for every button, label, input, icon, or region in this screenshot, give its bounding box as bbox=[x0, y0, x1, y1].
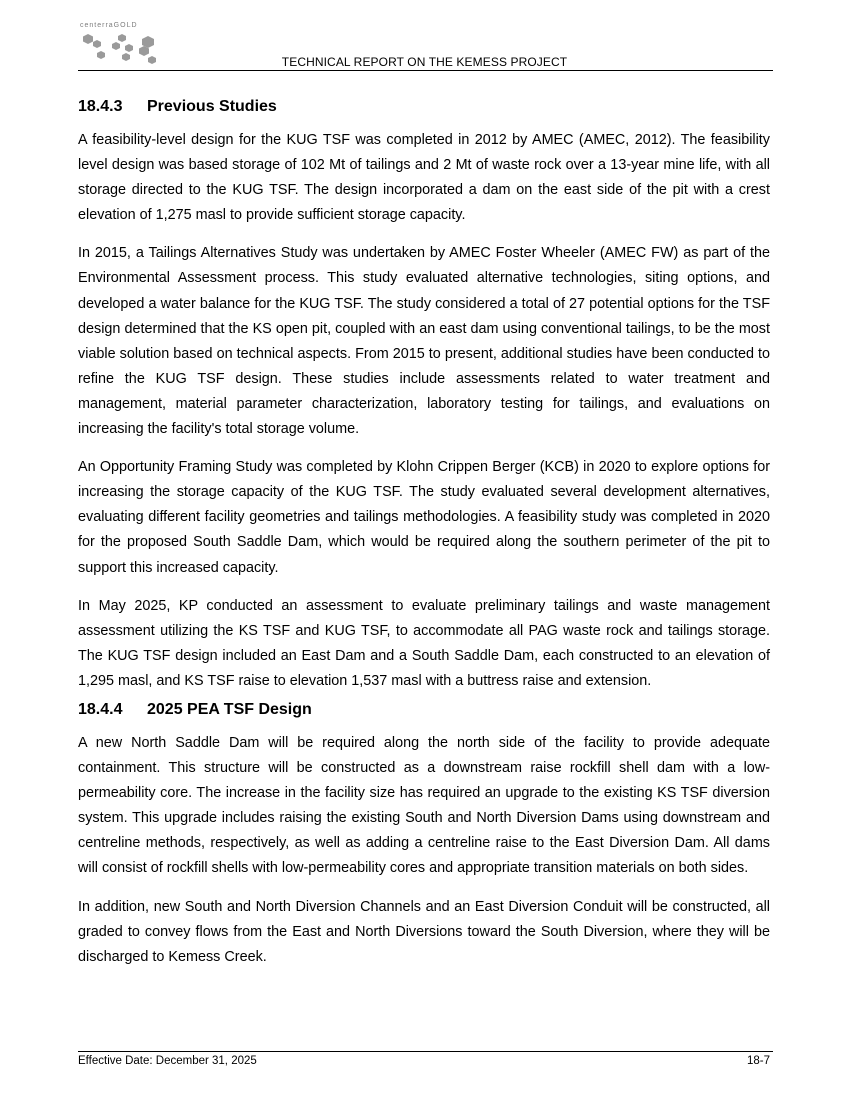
section-heading bbox=[78, 699, 770, 721]
report-header-title: TECHNICAL REPORT ON THE KEMESS PROJECT bbox=[281, 55, 568, 69]
section-heading bbox=[78, 96, 770, 118]
paragraph: An Opportunity Framing Study was completed by Klohn Crippen Berger (KCB) in 2020 to explore options for increasing the storage capacity of the KUG TSF. The study evaluated several development alternatives, evaluating different facility geometries and tailings methodologies. A feasibility study was completed in 2020 for the proposed South Saddle Dam, which would be required along the southern perimeter of the pit to support this increased capacity. bbox=[78, 459, 770, 576]
effective-date: Effective Date: December 31, 2025 bbox=[78, 1055, 257, 1067]
section-number: 18.4.4 bbox=[78, 700, 123, 718]
page-number: 18-7 bbox=[746, 1055, 770, 1067]
logo-wordmark: centerraGOLD bbox=[80, 22, 138, 29]
section-number: 18.4.3 bbox=[78, 98, 123, 115]
section-title: Previous Studies bbox=[147, 98, 277, 115]
page-content bbox=[78, 96, 770, 970]
footer-divider bbox=[78, 1051, 773, 1052]
paragraph: A new North Saddle Dam will be required along the north side of the facility to provide adequate containment. This structure will be constructed as a downstream raise rockfill shell dam with a low-permeability core. The increase in the facility size has required an upgrade to the existing KS TSF diversion system. This upgrade includes raising the existing South and North Diversion Dams using downstream and centreline methods, respectively, as well as adding a centreline raise to the East Diversion Dam. All dams will consist of rockfill shells with low-permeability cores and appropriate transition materials on both sides. bbox=[78, 734, 770, 877]
paragraph: In May 2025, KP conducted an assessment to evaluate preliminary tailings and waste management assessment utilizing the KS TSF and KUG TSF, to accommodate all PAG waste rock and tailings storage. The KUG TSF design included an East Dam and a South Saddle Dam, each constructed to an elevation of 1,295 masl, and KS TSF raise to elevation 1,537 masl with a buttress raise and extension. bbox=[78, 597, 770, 689]
section-title: 2025 PEA TSF Design bbox=[147, 700, 312, 718]
paragraph: In addition, new South and North Diversion Channels and an East Diversion Conduit will be constructed, all graded to convey flows from the East and North Diversions toward the South Diversion, where they will be discharged to Kemess Creek. bbox=[78, 898, 770, 965]
paragraph: In 2015, a Tailings Alternatives Study was undertaken by AMEC Foster Wheeler (AMEC FW) as part of the Environmental Assessment process. This study evaluated alternative technologies, siting options, and developed a water balance for the KUG TSF. The study considered a total of 27 potential options for the TSF design determined that the KS open pit, coupled with an east dam using conventional tailings, to be the most viable solution based on technical aspects. From 2015 to present, additional studies have been conducted to refine the KUG TSF design. These studies include assessments related to water treatment and management, material parameter characterization, laboratory testing for tailings, and evaluations on increasing the facility's total storage volume. bbox=[78, 245, 770, 438]
paragraph: A feasibility-level design for the KUG TSF was completed in 2012 by AMEC (AMEC, 2012). The feasibility level design was based storage of 102 Mt of tailings and 2 Mt of waste rock over a 13-year mine life, with all storage directed to the KUG TSF. The design incorporated a dam on the east side of the pit with a crest elevation of 1,275 masl to provide sufficient storage capacity. bbox=[78, 132, 770, 224]
header-divider bbox=[78, 70, 773, 71]
